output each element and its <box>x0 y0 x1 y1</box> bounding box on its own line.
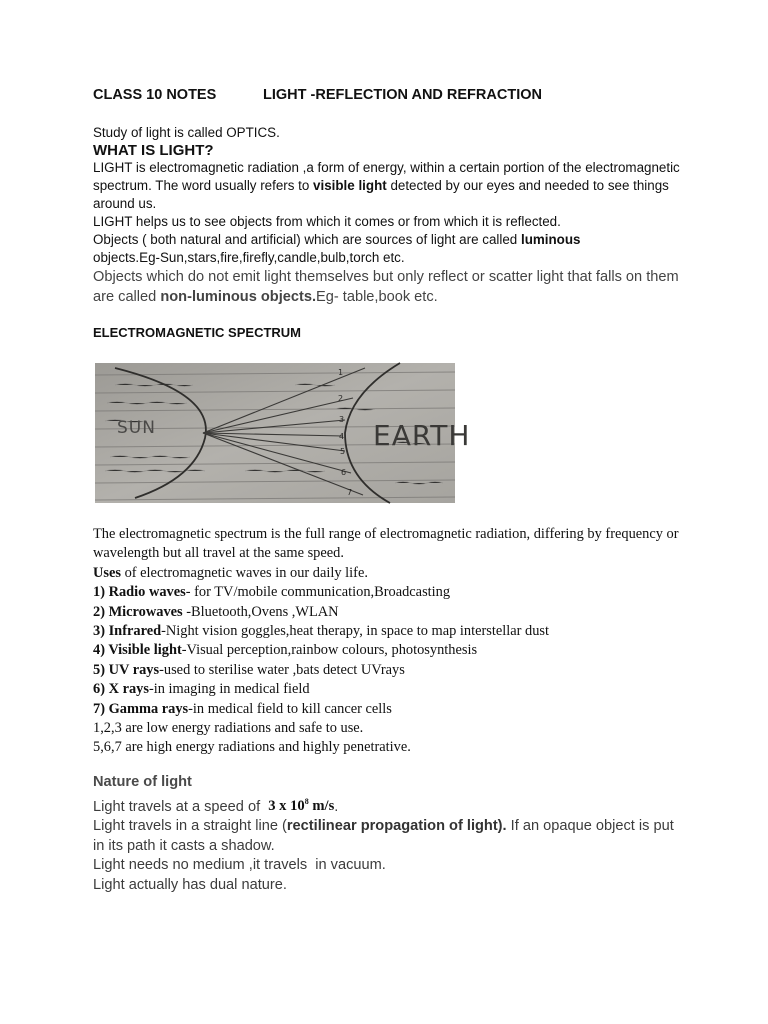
uses-list-item <box>93 603 683 622</box>
em-spectrum-heading: ELECTROMAGNETIC SPECTRUM <box>93 325 301 340</box>
page-title <box>93 87 683 103</box>
item-text: -Visual perception,rainbow colours, photosynthesis <box>181 642 478 659</box>
straight-text: Light travels in a straight line ( <box>93 818 287 835</box>
non-luminous-objects <box>93 267 683 307</box>
ray-number-5: 5 <box>340 447 346 456</box>
straight-bold: rectilinear propagation of light). <box>286 818 507 835</box>
uses-list-item <box>93 700 683 719</box>
item-label: 2) Microwaves <box>93 603 183 620</box>
uses-line <box>93 564 683 583</box>
straight-text-end: If an opaque object is put in its path it casts a shadow. <box>93 818 674 854</box>
item-label: 3) Infrared <box>93 623 162 640</box>
light-helps: LIGHT helps us to see objects from which it comes or from which it is reflected. <box>93 214 561 229</box>
p1-text: LIGHT is electromagnetic radiation ,a form of energy, within a certain portion of the electromagnetic spectrum. The word usually refers to <box>93 160 680 193</box>
uses-bold: Uses <box>93 564 121 581</box>
medium-line: Light needs no medium ,it travels in vacuum. <box>93 857 386 874</box>
what-is-light-heading: WHAT IS LIGHT? <box>93 142 214 159</box>
p1-text-end: detected by our eyes and needed to see things around us. <box>93 178 669 211</box>
uses-list-item <box>93 622 683 641</box>
item-label: 6) X rays <box>93 681 149 698</box>
p1-bold: visible light <box>313 178 387 193</box>
speed-end: . <box>334 798 339 815</box>
em-spectrum-text <box>93 525 683 758</box>
nature-of-light-section <box>93 773 683 895</box>
optics-line: Study of light is called OPTICS. <box>93 125 280 140</box>
sun-label: SUN <box>117 418 156 438</box>
ray-number-2: 2 <box>338 394 344 403</box>
uses-list-item <box>93 661 683 680</box>
title-class: CLASS 10 NOTES <box>93 87 217 103</box>
sun-earth-sketch-photo <box>95 363 471 503</box>
speed-exponent: 8 <box>304 797 309 807</box>
low-energy-note: 1,2,3 are low energy radiations and safe to use. <box>93 720 364 737</box>
item-text: -in imaging in medical field <box>148 681 310 698</box>
item-label: 1) Radio waves <box>93 584 186 601</box>
nature-heading: Nature of light <box>93 774 192 790</box>
speed-text: Light travels at a speed of <box>93 798 269 815</box>
uses-list-item <box>93 641 683 660</box>
uses-list-item <box>93 680 683 699</box>
speed-base: 3 x 10 <box>268 798 305 815</box>
ray-number-3: 3 <box>339 415 345 424</box>
p4-text-end: Eg- table,book etc. <box>316 289 438 305</box>
uses-rest: of electromagnetic waves in our daily life. <box>120 564 368 581</box>
item-label: 7) Gamma rays <box>93 700 189 717</box>
item-text: -Night vision goggles,heat therapy, in space to map interstellar dust <box>161 623 550 640</box>
earth-label: EARTH <box>373 419 471 452</box>
straight-line-text <box>93 817 683 856</box>
title-topic: LIGHT -REFLECTION AND REFRACTION <box>263 87 542 103</box>
dual-nature-line: Light actually has dual nature. <box>93 876 287 893</box>
speed-unit: m/s <box>308 798 335 815</box>
intro-section <box>93 124 683 307</box>
speed-value <box>268 798 334 814</box>
high-energy-note: 5,6,7 are high energy radiations and highly penetrative. <box>93 739 411 756</box>
light-definition <box>93 159 683 213</box>
ray-number-4: 4 <box>339 432 345 441</box>
p4-bold: non-luminous objects. <box>160 289 317 305</box>
item-label: 4) Visible light <box>93 642 182 659</box>
speed-line <box>93 793 683 817</box>
item-text: - for TV/mobile communication,Broadcasting <box>185 584 451 601</box>
p3-bold: luminous <box>520 232 581 247</box>
p3-text-end: objects.Eg-Sun,stars,fire,firefly,candle,bulb,torch etc. <box>93 250 405 265</box>
item-text: -in medical field to kill cancer cells <box>188 700 392 717</box>
item-label: 5) UV rays <box>93 661 160 678</box>
ray-number-7: 7 <box>347 488 353 497</box>
uses-list-item <box>93 583 683 602</box>
luminous-objects <box>93 231 683 267</box>
item-text: -used to sterilise water ,bats detect UVrays <box>159 661 405 678</box>
em-intro: The electromagnetic spectrum is the full range of electromagnetic radiation, differing by frequency or wavelength but all travel at the same speed. <box>93 526 679 562</box>
ray-number-6: 6 <box>341 468 347 477</box>
ray-number-1: 1 <box>338 368 344 377</box>
p3-text: Objects ( both natural and artificial) which are sources of light are called <box>93 232 521 247</box>
p4-text: Objects which do not emit light themselves but only reflect or scatter light that falls on them are called <box>93 269 679 305</box>
item-text: -Bluetooth,Ovens ,WLAN <box>182 603 339 620</box>
